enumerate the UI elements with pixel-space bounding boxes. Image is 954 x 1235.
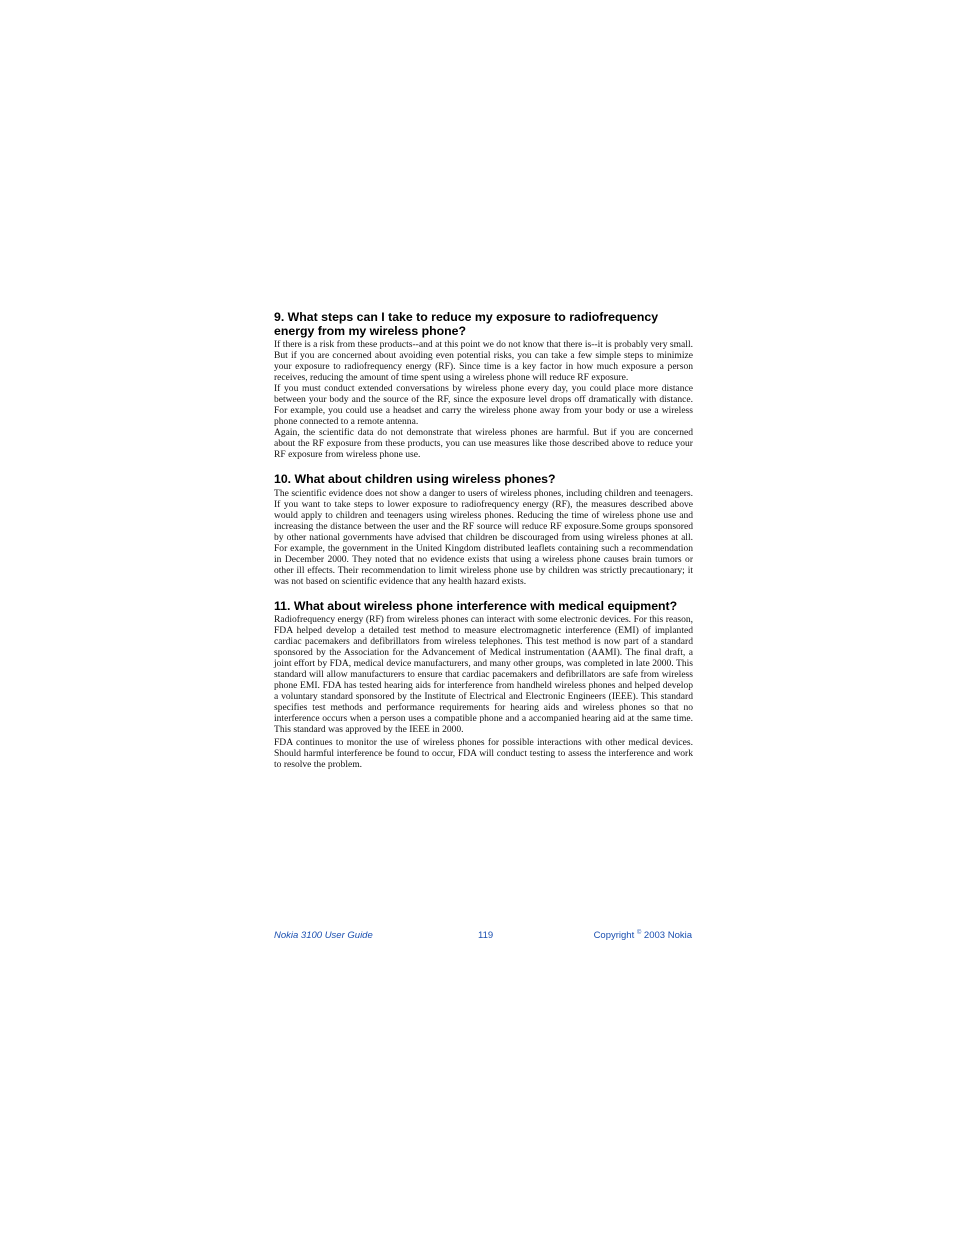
section-heading: 9. What steps can I take to reduce my exposure to radiofrequency energy from my wireless phone? <box>274 310 659 338</box>
section-paragraph: The scientific evidence does not show a danger to users of wireless phones, including children and teenagers. If you want to take steps to lower exposure to radiofrequency energy (RF), the measures described above would apply to children and teenagers using wireless phones. Reducing the time of wireless phone use and increasing the distance between the user and the RF source will reduce RF exposure.Some groups sponsored by other national governments have advised that children be discouraged from using wireless phones at all. For example, the government in the United Kingdom distributed leaflets containing such a recommendation in December 2000. They noted that no evidence exists that using a wireless phone causes brain tumors or other ill effects. Their recommendation to limit wireless phone use by children was strictly precautionary; it was not based on scientific evidence that any health hazard exists. <box>274 487 693 587</box>
section-paragraph: If you must conduct extended conversations by wireless phone every day, you could place more distance between your body and the source of the RF, since the exposure level drops off dramatically with distance. For example, you could use a headset and carry the wireless phone away from your body or use a wireless phone connected to a remote antenna. <box>274 383 693 427</box>
section-heading: 10. What about children using wireless phones? <box>274 472 556 486</box>
section-paragraph: Again, the scientific data do not demonstrate that wireless phones are harmful. But if you are concerned about the RF exposure from these products, you can use measures like those described above to reduce your RF exposure from wireless phone use. <box>274 427 693 460</box>
section-10 <box>274 473 693 587</box>
page-footer <box>274 930 693 944</box>
footer-guide-title: Nokia 3100 User Guide <box>274 930 373 941</box>
copyright-symbol: © <box>636 930 642 936</box>
copyright-prefix: Copyright <box>593 930 635 941</box>
section-11 <box>274 600 693 771</box>
section-paragraph: FDA continues to monitor the use of wireless phones for possible interactions with other medical devices. Should harmful interference be found to occur, FDA will conduct testing to assess the interference and work to resolve the problem. <box>274 737 693 770</box>
footer-page-number: 119 <box>478 930 494 941</box>
section-heading: 11. What about wireless phone interference with medical equipment? <box>274 598 678 613</box>
copyright-suffix: 2003 Nokia <box>641 930 692 941</box>
section-paragraph: If there is a risk from these products--and at this point we do not know that there is--it is probably very small. But if you are concerned about avoiding even potential risks, you can take a few simple steps to minimize your exposure to radiofrequency energy (RF). Since time is a key factor in how much exposure a person receives, reducing the amount of time spent using a wireless phone will reduce RF exposure. <box>274 339 693 383</box>
page-content <box>274 311 693 781</box>
section-paragraph: Radiofrequency energy (RF) from wireless phones can interact with some electronic devices. For this reason, FDA helped develop a detailed test method to measure electromagnetic interference (EMI) of implanted cardiac pacemakers and defibrillators from wireless telephones. This test method is now part of a standard sponsored by the Association for the Advancement of Medical instrumentation (AAMI). The final draft, a joint effort by FDA, medical device manufacturers, and many other groups, was completed in late 2000. This standard will allow manufacturers to ensure that cardiac pacemakers and defibrillators are safe from wireless phone EMI. FDA has tested hearing aids for interference from handheld wireless phones and helped develop a voluntary standard sponsored by the Institute of Electrical and Electronic Engineers (IEEE). This standard specifies test methods and performance requirements for hearing aids and wireless phones so that no interference occurs when a person uses a compatible phone and a accompanied hearing aid at the same time. This standard was approved by the IEEE in 2000. <box>274 614 693 735</box>
footer-copyright <box>594 930 692 941</box>
section-9 <box>274 311 693 460</box>
